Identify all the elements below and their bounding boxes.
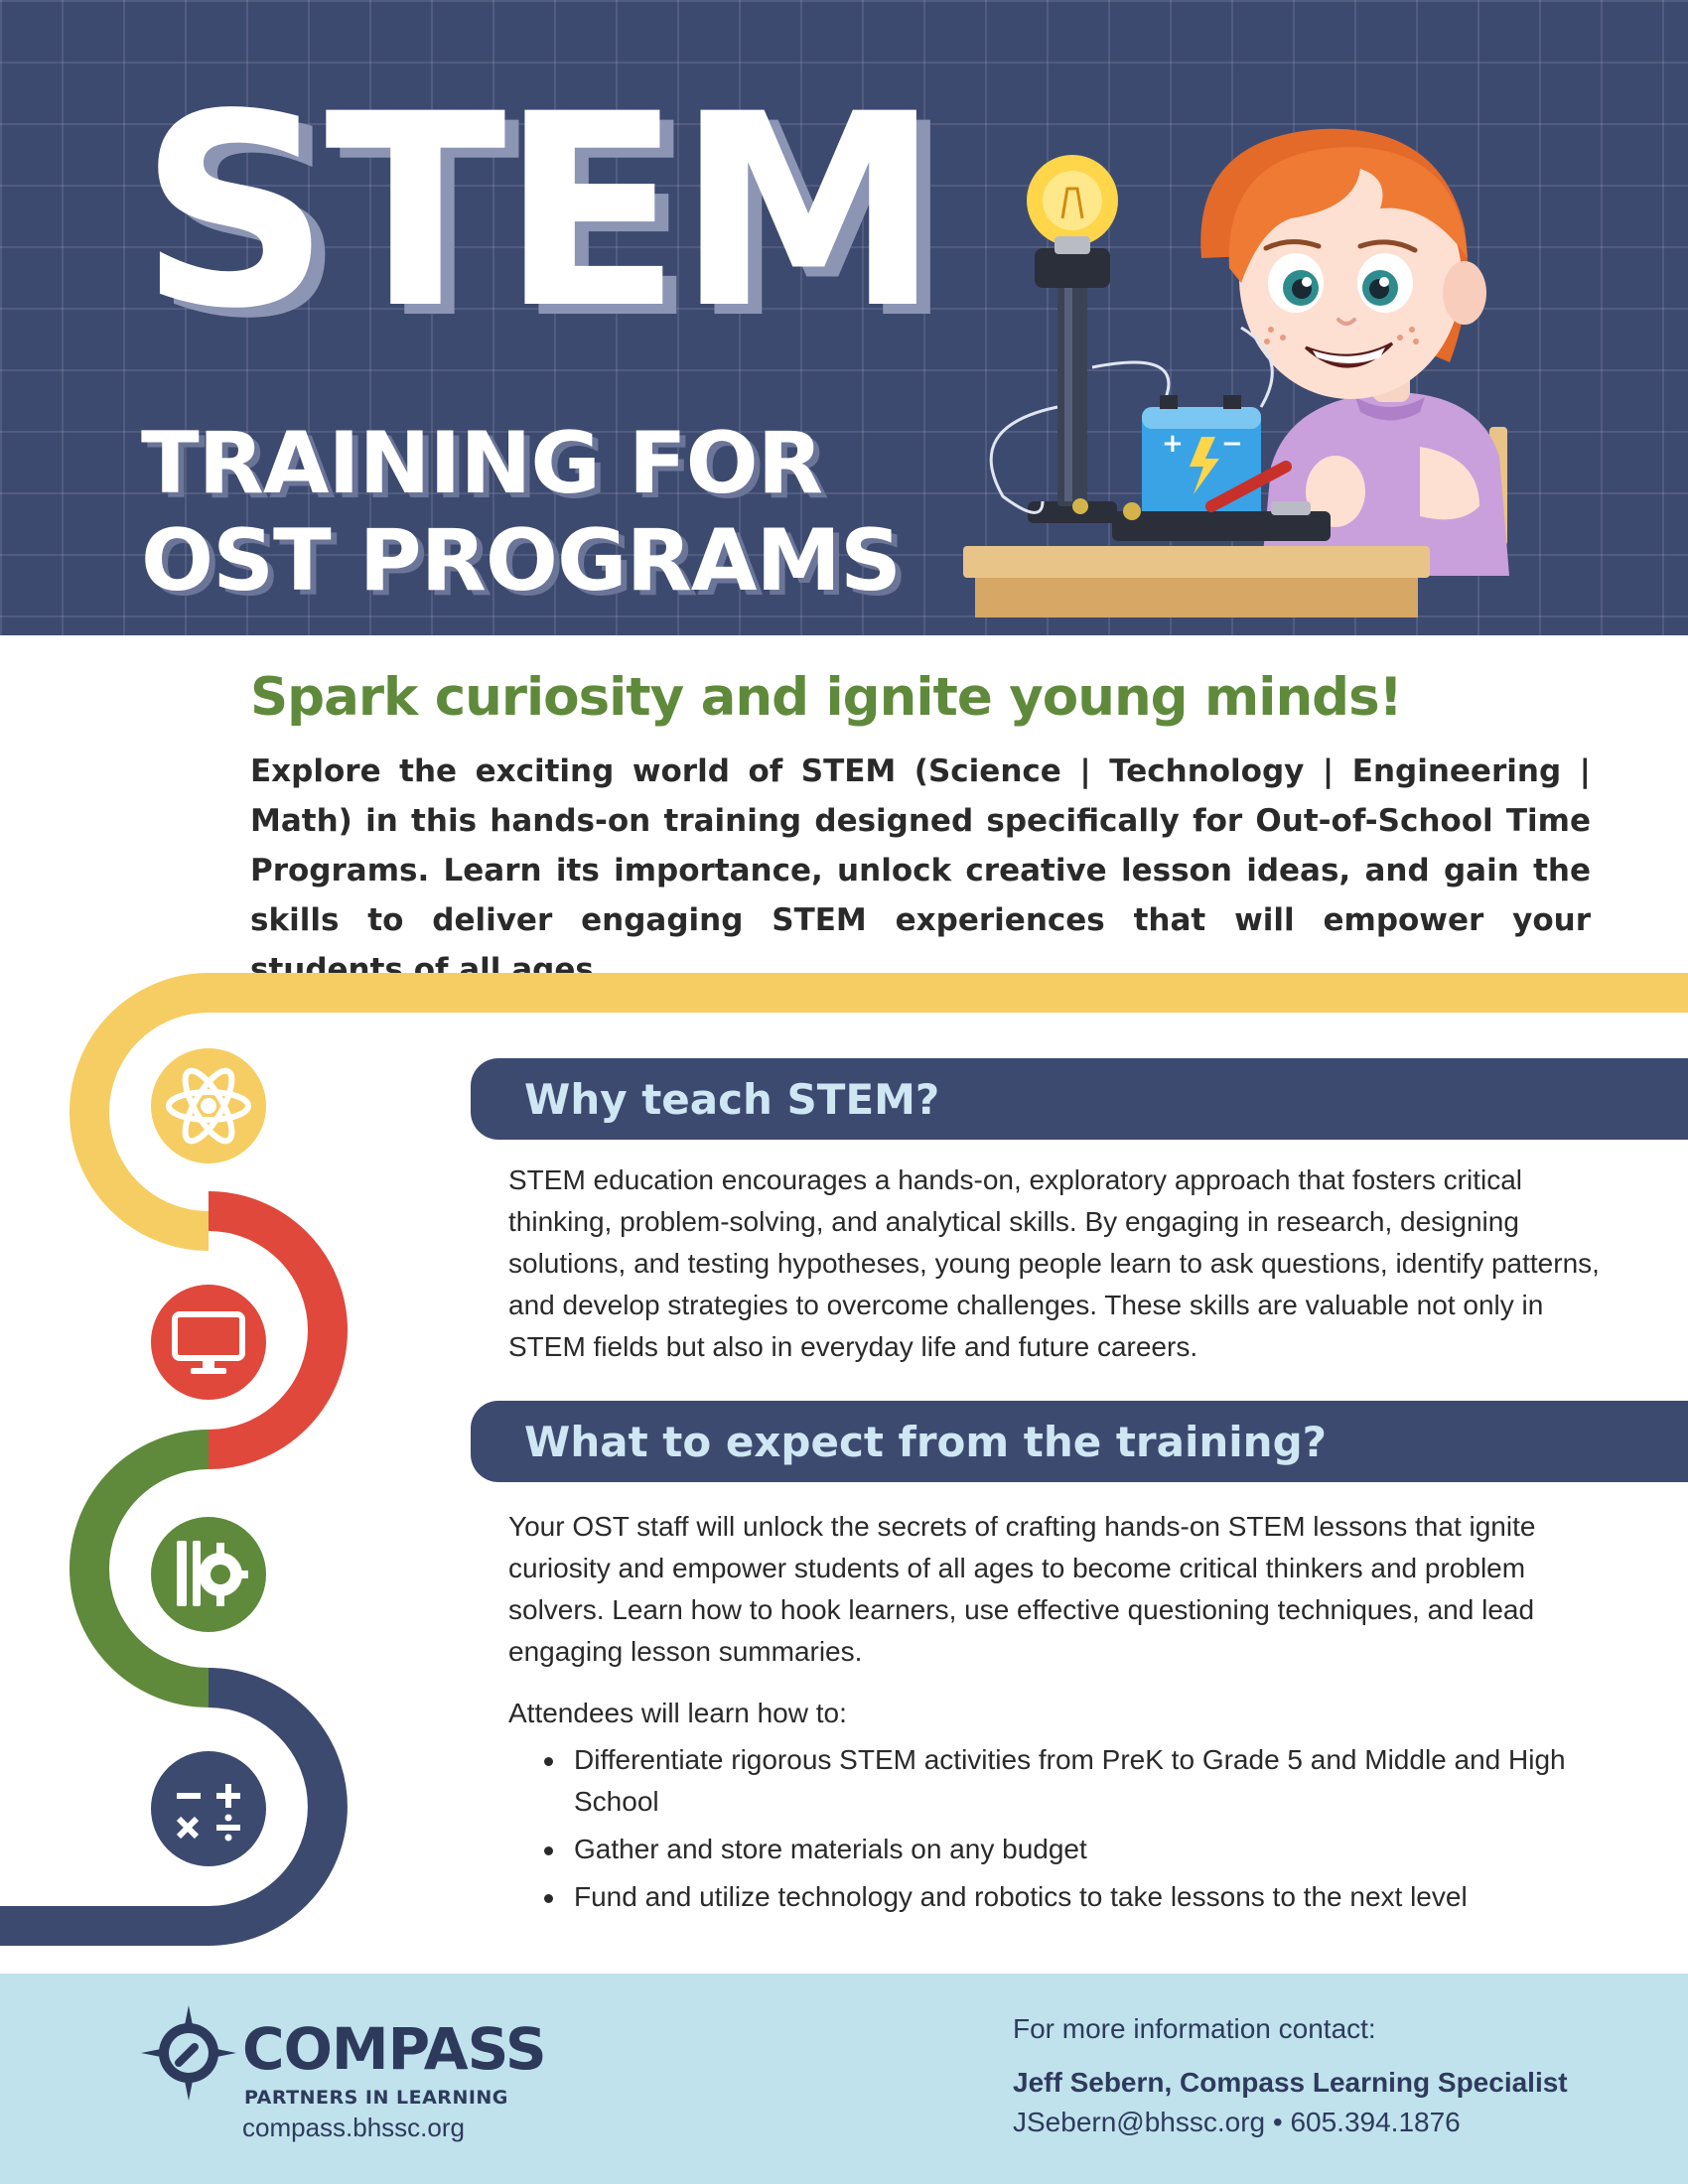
website-link[interactable]: compass.bhssc.org [242, 2113, 465, 2142]
hero-subtitle-line-2: OST PROGRAMS [141, 511, 901, 611]
why-teach-stem-paragraph: STEM education encourages a hands-on, exploratory approach that fosters critical thinking, problem-solving, and analytical skills. By engaging in research, designing solutions, and testing hypotheses, young people learn to ask questions, identify patterns, and develop strategies to overcome challenges. These skills are valuable not only in STEM fields but also in everyday life and future careers. [508, 1164, 1600, 1362]
engineering-gear-icon [151, 1517, 266, 1632]
attendees-intro: Attendees will learn how to: [508, 1698, 847, 1728]
list-item: Fund and utilize technology and robotics to take lessons to the next level [544, 1876, 1597, 1918]
what-to-expect-heading: What to expect from the training? [471, 1401, 1688, 1482]
hero-title: STEM [139, 58, 935, 367]
footer [0, 1974, 1688, 2184]
list-item: Differentiate rigorous STEM activities from PreK to Grade 5 and Middle and High School [544, 1739, 1597, 1823]
contact-details[interactable]: JSebern@bhssc.org • 605.394.1876 [1013, 2107, 1461, 2137]
logo-wordmark: COMPASS [242, 2015, 546, 2083]
what-to-expect-paragraph: Your OST staff will unlock the secrets of crafting hands-on STEM lessons that ignite curiosity and empower students of all ages to become critical thinkers and problem solvers. Learn how to hook learners, use effective questioning techniques, and lead engaging lesson summaries. [508, 1511, 1536, 1667]
child-science-illustration [963, 109, 1618, 635]
logo-tagline: PARTNERS IN LEARNING [244, 2087, 508, 2109]
hero-subtitle [141, 415, 901, 610]
intro-paragraph: Explore the exciting world of STEM (Science | Technology | Engineering | Math) in this hands-on training designed specifically for Out-of-School Time Programs. Learn its importance, unlock creative lesson ideas, and gain the skills to deliver engaging STEM experiences that will empower your students of all ages. [250, 753, 1591, 988]
learning-outcomes-list [544, 1739, 1597, 1924]
contact-label: For more information contact: [1013, 2013, 1376, 2044]
why-teach-stem-heading: Why teach STEM? [471, 1058, 1688, 1140]
compass-logo-icon [139, 2003, 238, 2103]
hero-subtitle-line-1: TRAINING FOR [141, 414, 822, 513]
battery-plus-sign: + [1162, 429, 1184, 459]
contact-name: Jeff Sebern, Compass Learning Specialist [1013, 2067, 1568, 2098]
list-item: Gather and store materials on any budget [544, 1829, 1597, 1870]
atom-icon [151, 1048, 266, 1163]
math-symbols-icon [151, 1751, 266, 1866]
monitor-icon [151, 1285, 266, 1400]
tagline: Spark curiosity and ignite young minds! [250, 667, 1402, 728]
battery-minus-sign: − [1221, 429, 1243, 459]
hero-banner [0, 0, 1688, 635]
